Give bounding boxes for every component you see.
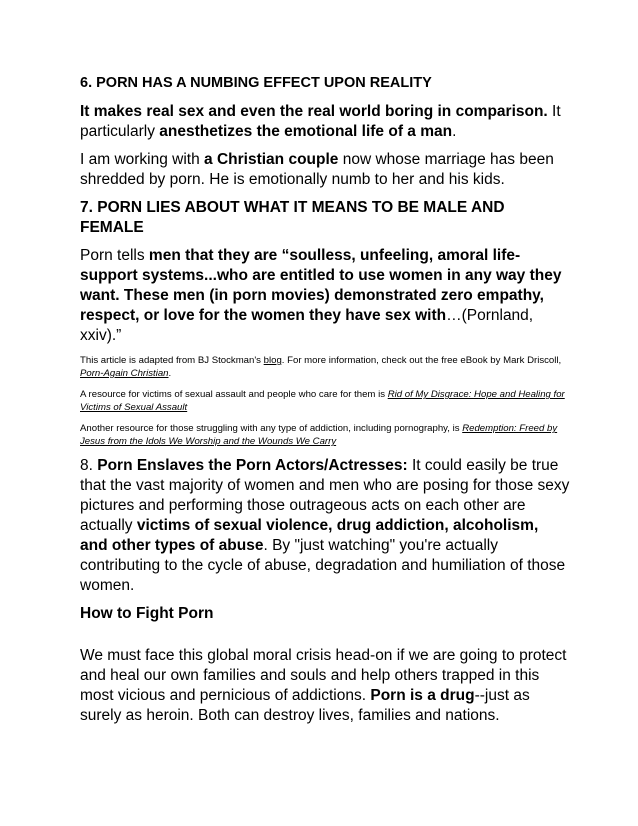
- fight-paragraph: [80, 646, 570, 726]
- ebook-link[interactable]: [80, 368, 169, 379]
- section-6-heading: 6. PORN HAS A NUMBING EFFECT UPON REALITY: [80, 75, 432, 91]
- section-6-paragraph-1: [80, 102, 570, 142]
- resource-title-1: Rid of My Disgrace: Hope and Healing for Victims of Sexual Assault: [80, 389, 565, 413]
- section-6-paragraph-2: [80, 150, 570, 190]
- section-8-paragraph: [80, 456, 570, 596]
- text: Another resource for those struggling with any type of addiction, including pornography, is: [80, 423, 463, 434]
- fight-heading: How to Fight Porn: [80, 605, 214, 622]
- text: .: [452, 123, 457, 140]
- text: . For more information, check out the free eBook by Mark Driscoll,: [281, 355, 562, 366]
- text: Porn tells: [80, 247, 149, 264]
- bold-text: victims of sexual violence, drug addiction, alcoholism, and other types of abuse: [80, 517, 539, 554]
- blog-link[interactable]: blog: [263, 355, 282, 366]
- resource-note-2: [80, 422, 570, 448]
- spacer: [80, 632, 570, 646]
- text: It particularly: [80, 103, 561, 140]
- bold-text: anesthetizes the emotional life of a man: [159, 123, 453, 140]
- text: . By "just watching" you're actually contributing to the cycle of abuse, degradation and humiliation of those women.: [80, 537, 566, 594]
- resource-title-2: Redemption: Freed by Jesus from the Idols We Worship and the Wounds We Carry: [80, 423, 558, 447]
- text: 8.: [80, 457, 98, 474]
- ebook-title: Porn-Again Christian: [80, 368, 169, 379]
- source-note: [80, 354, 570, 380]
- text: I am working with: [80, 151, 205, 168]
- bold-text: a Christian couple: [204, 151, 339, 168]
- bold-text: Porn Enslaves the Porn Actors/Actresses:: [97, 457, 408, 474]
- section-7-heading: 7. PORN LIES ABOUT WHAT IT MEANS TO BE MALE AND FEMALE: [80, 199, 505, 236]
- text: It could easily be true that the vast majority of women and men who are posing for those sexy pictures and performing those outrageous acts on each other are actually: [80, 457, 570, 534]
- text: …(Pornland, xxiv).”: [80, 307, 534, 344]
- bold-text: Porn is a drug: [370, 687, 475, 704]
- text: .: [168, 368, 172, 379]
- bold-text: It makes real sex and even the real world boring in comparison.: [80, 103, 548, 120]
- text: We must face this global moral crisis head-on if we are going to protect and heal our own families and souls and help others trapped in this most vicious and pernicious of addictions.: [80, 647, 567, 704]
- text: now whose marriage has been shredded by porn. He is emotionally numb to her and his kids.: [80, 151, 554, 188]
- document-content: [80, 74, 570, 734]
- text: This article is adapted from BJ Stockman's: [80, 355, 264, 366]
- text: --just as surely as heroin. Both can destroy lives, families and nations.: [80, 687, 530, 724]
- resource-note-1: [80, 388, 570, 414]
- bold-text: men that they are “soulless, unfeeling, amoral life-support systems...who are entitled to use women in any way they want. These men (in porn movies) demonstrated zero empathy, respect, or love for the women they have sex with: [80, 247, 562, 324]
- text: A resource for victims of sexual assault and people who care for them is: [80, 389, 388, 400]
- section-7-paragraph: [80, 246, 570, 346]
